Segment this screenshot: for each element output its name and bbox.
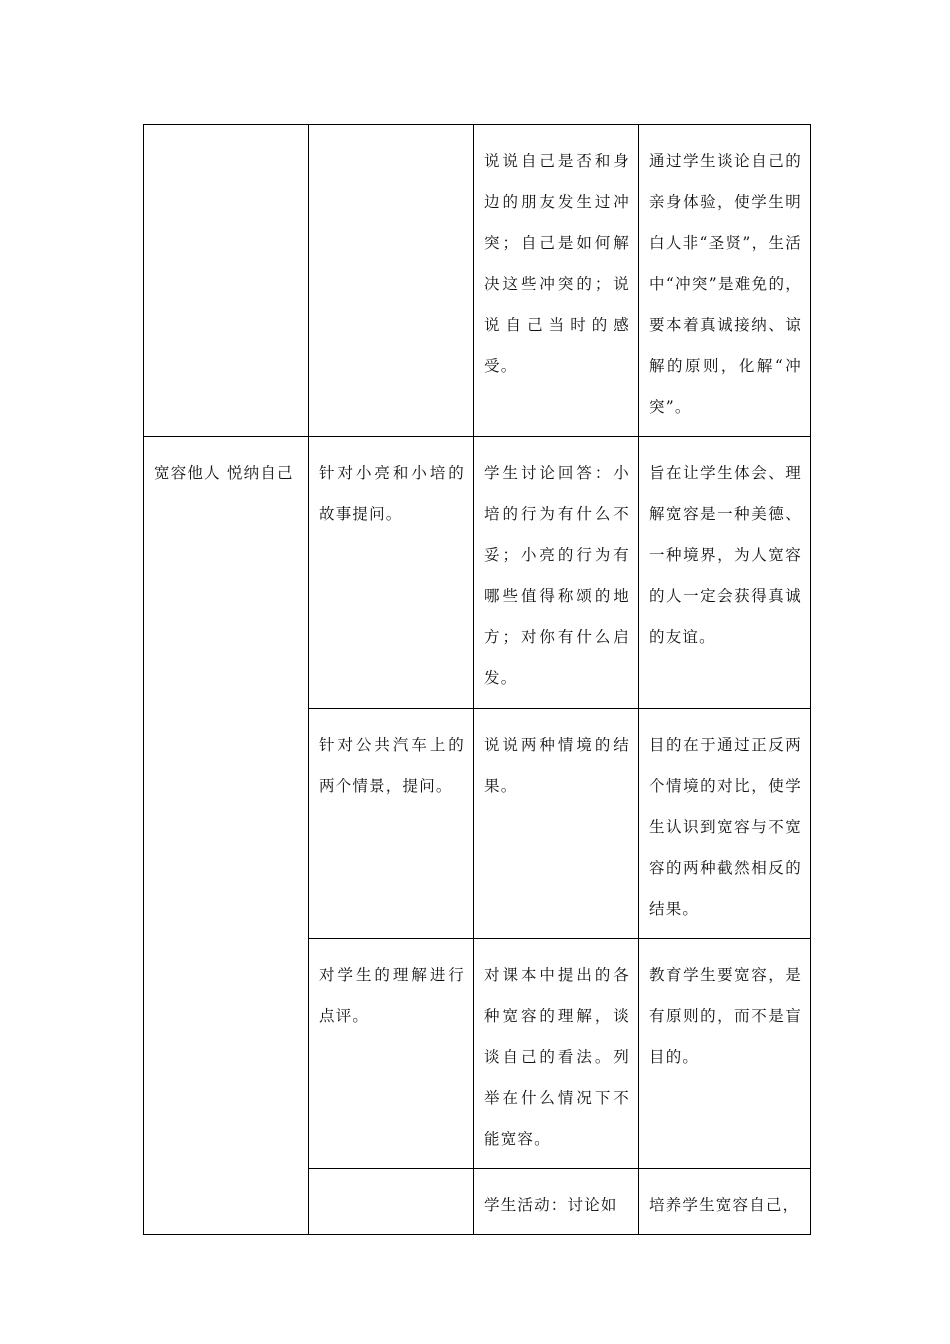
teacher-activity-cell: 针对小亮和小培的故事提问。	[309, 437, 474, 709]
student-activity-cell: 学生讨论回答：小培的行为有什么不妥；小亮的行为有哪些值得称颂的地方；对你有什么启发。	[474, 437, 639, 709]
teacher-activity-cell: 针对公共汽车上的两个情景，提问。	[309, 709, 474, 939]
design-intent-cell: 通过学生谈论自己的亲身体验，使学生明白人非“圣贤”，生活中“冲突”是难免的，要本着真诚接纳、谅解的原则，化解“冲突”。	[639, 125, 811, 437]
student-activity-cell: 对课本中提出的各种宽容的理解，谈谈自己的看法。列举在什么情况下不能宽容。	[474, 939, 639, 1169]
student-activity-cell: 说说自己是否和身边的朋友发生过冲突；自己是如何解决这些冲突的；说说自己当时的感受。	[474, 125, 639, 437]
table-row	[144, 437, 811, 709]
lesson-plan-table	[143, 124, 811, 1235]
design-intent-cell: 旨在让学生体会、理解宽容是一种美德、一种境界，为人宽容的人一定会获得真诚的友谊。	[639, 437, 811, 709]
design-intent-cell: 目的在于通过正反两个情境的对比，使学生认识到宽容与不宽容的两种截然相反的结果。	[639, 709, 811, 939]
section-cell: 宽容他人 悦纳自己	[144, 437, 309, 1235]
design-intent-cell: 培养学生宽容自己，	[639, 1169, 811, 1235]
design-intent-cell: 教育学生要宽容，是有原则的，而不是盲目的。	[639, 939, 811, 1169]
teacher-activity-cell: 对学生的理解进行点评。	[309, 939, 474, 1169]
table-row	[144, 125, 811, 437]
student-activity-cell: 说说两种情境的结果。	[474, 709, 639, 939]
teacher-activity-cell	[309, 1169, 474, 1235]
section-cell	[144, 125, 309, 437]
student-activity-cell: 学生活动：讨论如	[474, 1169, 639, 1235]
teacher-activity-cell	[309, 125, 474, 437]
